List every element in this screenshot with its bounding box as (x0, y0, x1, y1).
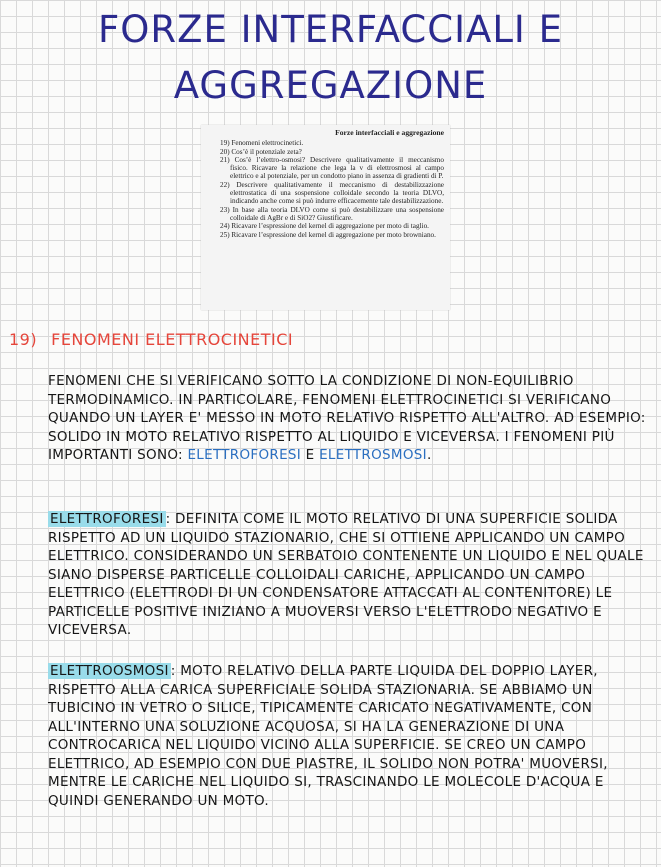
intro-end: . (426, 447, 432, 463)
elettroosmosi-text: : MOTO RELATIVO DELLA PARTE LIQUIDA DEL DOPPIO LAYER, RISPETTO ALLA CARICA SUPERFICIALE SOLIDA STAZIONARIA. SE ABBIAMO UN TUBICINO IN VETRO O SILICE, TIPICAMENTE CARICATO NEGATIVAMENTE, CON ALL'INTERNO UNA SOLUZIONE ACQUOSA, SI HA LA GENERAZIONE DI UNA CONTROCARICA NEL LIQUIDO VICINO ALLA SUPERFICIE. SE CREO UN CAMPO ELETTRICO, AD ESEMPIO CON DUE PIASTRE, IL SOLIDO NON POTRA' MUOVERSI, MENTRE LE CARICHE NEL LIQUIDO SI, TRASCINANDO LE MOLECOLE D'ACQUA E QUINDI GENERANDO UN MOTO. (48, 663, 608, 809)
elettroforesi-paragraph (48, 510, 658, 640)
scan-question: 19) Fenomeni elettrocinetici. (220, 139, 304, 148)
intro-joiner: E (301, 447, 320, 463)
elettroforesi-text: : DEFINITA COME IL MOTO RELATIVO DI UNA SUPERFICIE SOLIDA RISPETTO AD UN LIQUIDO STAZIONARIO, CHE SI OTTIENE APPLICANDO UN CAMPO ELETTRICO. CONSIDERANDO UN SERBATOIO CONTENENTE UN LIQUIDO E NEL QUALE SIANO DISPERSE PARTICELLE COLLOIDALI CARICHE, APPLICANDO UN CAMPO ELETTRICO (ELETTRODI DI UN CONDENSATORE ATTACCATI AL CONTENITORE) LE PARTICELLE POSITIVE INIZIANO A MUOVERSI VERSO L'ELETTRODO NEGATIVO E VICEVERSA. (48, 511, 644, 638)
elettroosmosi-paragraph (48, 662, 658, 810)
page-title-line-2: AGGREGAZIONE (173, 64, 488, 107)
scan-question: 25) Ricavare l’espressione del kernel di aggregazione per moto browniano. (220, 230, 436, 239)
intro-paragraph (48, 372, 658, 465)
scan-question: 24) Ricavare l’espressione del kernel di aggregazione per moto di taglio. (220, 222, 429, 231)
highlighted-term: ELETTROFORESI (50, 511, 164, 527)
intro-text: FENOMENI CHE SI VERIFICANO SOTTO LA CONDIZIONE DI NON-EQUILIBRIO TERMODINAMICO. IN PARTICOLARE, FENOMENI ELETTROCINETICI SI VERIFICANO QUANDO UN LAYER E' MESSO IN MOTO RELATIVO RISPETTO ALL'ALTRO. AD ESEMPIO: SOLIDO IN MOTO RELATIVO RISPETTO AL LIQUIDO E VICEVERSA. I FENOMENI PIÙ IMPORTANTI SONO: (48, 373, 646, 463)
scan-question: 20) Cos’è il potenziale zeta? (220, 147, 302, 156)
term-elettroforesi: ELETTROFORESI (187, 447, 302, 463)
term-elettrosmosi: ELETTROSMOSI (319, 447, 427, 463)
section-heading (9, 330, 307, 349)
section-number: 19) (9, 330, 38, 349)
scan-question: 23) In base alla teoria DLVO come si può destabilizzare una sospensione colloidale di AgBr e di SiO2? Giustificare. (220, 205, 444, 222)
scan-question: 22) Descrivere qualitativamente il meccanismo di destabilizzazione elettrostatica di una sospensione colloidale secondo la teoria DLVO, indicando anche come si può indurre efficacemente tale destabilizzazione. (220, 180, 444, 206)
scan-header: Forze interfacciali e aggregazione (335, 128, 444, 137)
section-title-text: FENOMENI ELETTROCINETICI (51, 330, 294, 349)
page-title-line-1: FORZE INTERFACCIALI E (98, 8, 563, 51)
scan-question: 21) Cos’è l’elettro-osmosi? Descrivere qualitativamente il meccanismo fisico. Ricavare la relazione che lega la v di elettrosmosi al campo elettrico e al potenziale, per un condotto piano in assenza di gradienti di P. (220, 155, 444, 181)
scanned-question-list (201, 125, 450, 310)
highlighted-term: ELETTROOSMOSI (50, 663, 169, 679)
